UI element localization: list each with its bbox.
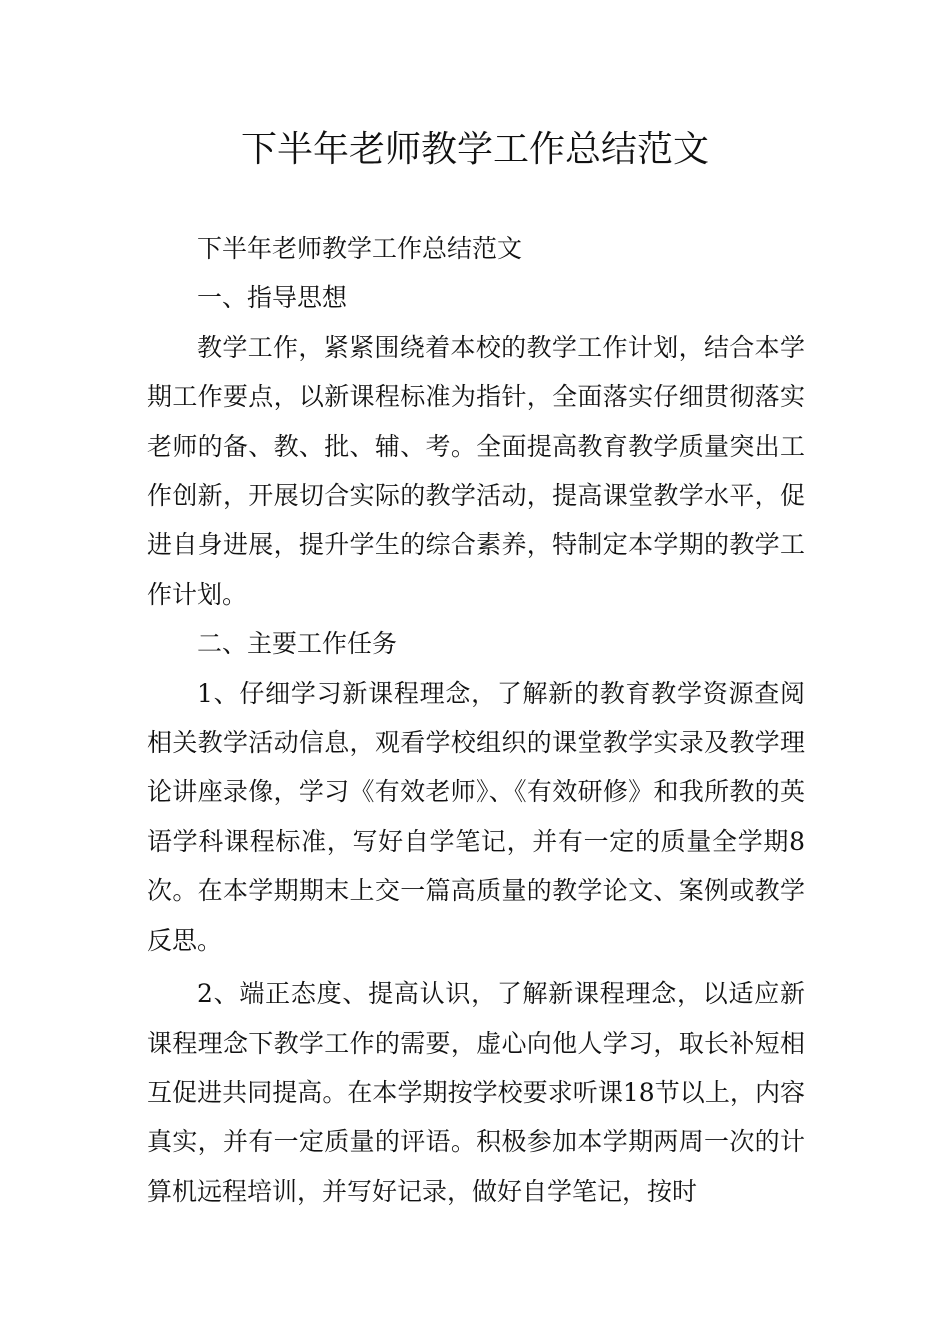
heading-main-tasks: 二、主要工作任务 [197, 629, 398, 659]
paragraph-task-1: 1、仔细学习新课程理念，了解新的教育教学资源查阅相关教学活动信息，观看学校组织的课堂教学实录及教学理论讲座录像，学习《有效老师》、《有效研修》和我所教的英语学科课程标准，写好自学笔记，并有一定的质量全学期8次。在本学期期末上交一篇高质量的教学论文、案例或教学反思。 [147, 678, 805, 955]
document-body [147, 224, 805, 1216]
document-title: 下半年老师教学工作总结范文 [240, 129, 709, 170]
paragraph-subtitle: 下半年老师教学工作总结范文 [197, 234, 523, 263]
paragraph-task-2: 2、端正态度、提高认识，了解新课程理念，以适应新课程理念下教学工作的需要，虚心向他人学习，取长补短相互促进共同提高。在本学期按学校要求听课18节以上，内容真实，并有一定质量的评语。积极参加本学期两周一次的计算机远程培训，并写好记录，做好自学笔记，按时 [147, 979, 805, 1206]
heading-guiding-thought: 一、指导思想 [197, 283, 348, 313]
paragraph-guiding-thought: 教学工作，紧紧围绕着本校的教学工作计划，结合本学期工作要点，以新课程标准为指针，全面落实仔细贯彻落实老师的备、教、批、辅、考。全面提高教育教学质量突出工作创新，开展切合实际的教学活动，提高课堂教学水平，促进自身进展，提升学生的综合素养，特制定本学期的教学工作计划。 [147, 332, 805, 609]
